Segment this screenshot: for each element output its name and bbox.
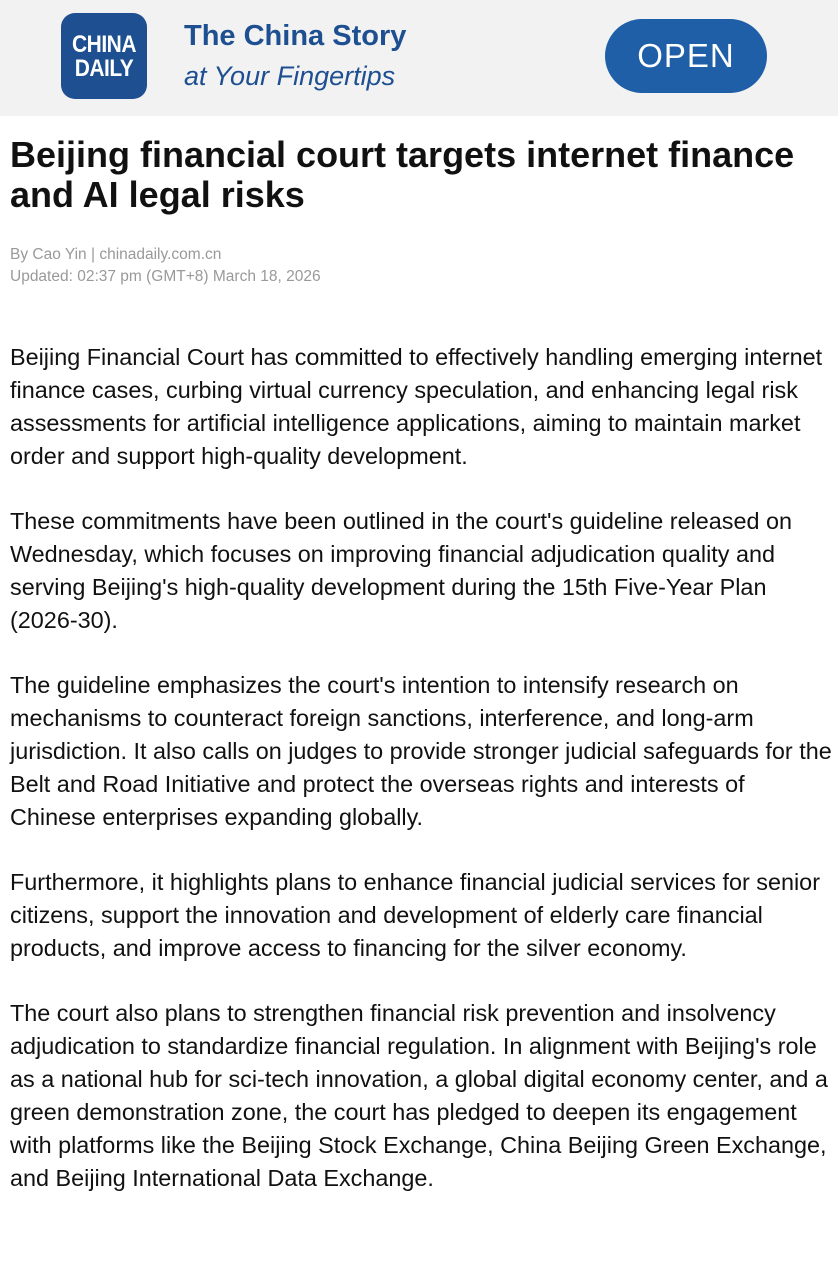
article-paragraph: These commitments have been outlined in the court's guideline released on Wednesday, which focuses on improving financial adjudication quality and serving Beijing's high-quality development during the 15th Five-Year Plan (2026-30).: [10, 508, 793, 633]
article-paragraph: The guideline emphasizes the court's intention to intensify research on mechanisms to counteract foreign sanctions, interference, and long-arm jurisdiction. It also calls on judges to provide stronger judicial safeguards for the Belt and Road Initiative and protect the overseas rights and interests of Chinese enterprises expanding globally.: [10, 672, 832, 830]
banner-title: The China Story: [184, 20, 407, 52]
article-paragraph: Furthermore, it highlights plans to enhance financial judicial services for senior citizens, support the innovation and development of elderly care financial products, and improve access to financing for the silver economy.: [10, 869, 820, 961]
china-daily-logo[interactable]: [61, 13, 147, 99]
banner-subtitle: at Your Fingertips: [184, 61, 396, 91]
article-headline: Beijing financial court targets internet finance and AI legal risks: [10, 134, 795, 215]
article-updated-time: Updated: 02:37 pm (GMT+8) March 18, 2026: [10, 268, 321, 285]
open-app-button[interactable]: OPEN: [605, 19, 767, 93]
article-body: [10, 341, 836, 1227]
article-byline: By Cao Yin | chinadaily.com.cn: [10, 246, 222, 263]
article-paragraph: Beijing Financial Court has committed to effectively handling emerging internet finance cases, curbing virtual currency speculation, and enhancing legal risk assessments for artificial intelligence applications, aiming to maintain market order and support high-quality development.: [10, 344, 823, 469]
app-download-banner: [0, 0, 838, 116]
logo-line-2: DAILY: [74, 54, 134, 82]
article-paragraph: The court also plans to strengthen financial risk prevention and insolvency adjudication to standardize financial regulation. In alignment with Beijing's role as a national hub for sci-tech innovation, a global digital economy center, and a green demonstration zone, the court has pledged to deepen its engagement with platforms like the Beijing Stock Exchange, China Beijing Green Exchange, and Beijing International Data Exchange.: [10, 1000, 828, 1191]
logo-line-1: CHINA: [72, 30, 136, 58]
